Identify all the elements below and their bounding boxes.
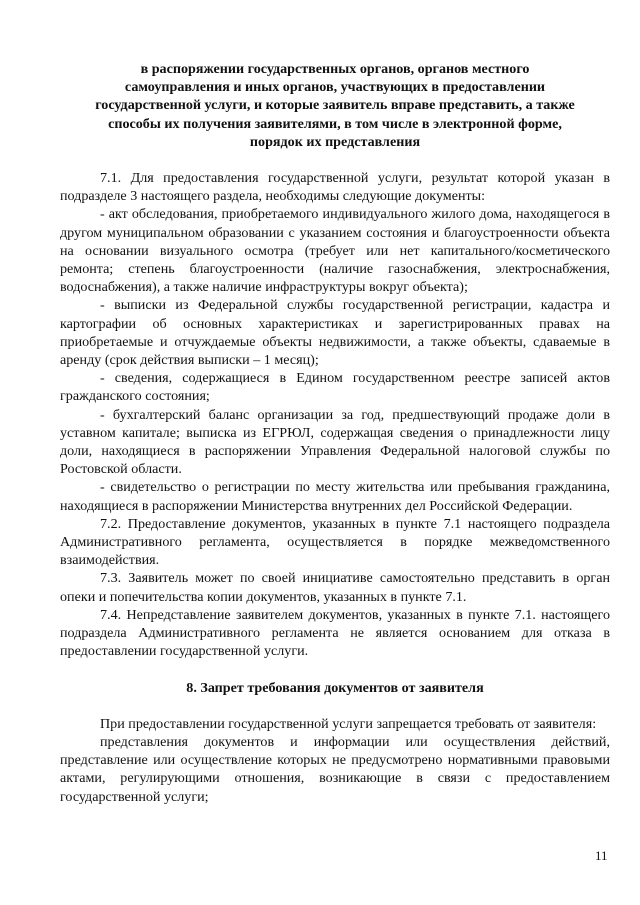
list-item-civil-status-records: - сведения, содержащиеся в Едином государственном реестре записей актов гражданского состояния; bbox=[60, 370, 610, 405]
heading-line: порядок их представления bbox=[249, 133, 421, 150]
list-item-residence-certificate: - свидетельство о регистрации по месту жительства или пребывания гражданина, находящиеся в распоряжении Министерства внутренних дел Российской Федерации. bbox=[60, 479, 610, 514]
paragraph-7-2: 7.2. Предоставление документов, указанных в пункте 7.1 настоящего подраздела Административного регламента, осуществляется в порядке межведомственного взаимодействия. bbox=[60, 515, 610, 569]
paragraph-prohibition-intro: При предоставлении государственной услуги запрещается требовать от заявителя: bbox=[100, 715, 597, 732]
heading-line: в распоряжении государственных органов, органов местного bbox=[140, 61, 530, 77]
paragraph-7-1: 7.1. Для предоставления государственной услуги, результат которой указан в подразделе 3 настоящего раздела, необходимы следующие документы: bbox=[60, 170, 610, 205]
heading-line: способы их получения заявителями, в том числе в электронной форме, bbox=[108, 115, 562, 132]
document-page bbox=[60, 60, 610, 806]
section-heading bbox=[60, 60, 610, 151]
section-title-8: 8. Запрет требования документов от заявителя bbox=[186, 679, 484, 696]
list-item-registry-extracts: - выписки из Федеральной службы государственной регистрации, кадастра и картографии об основных характеристиках и зарегистрированных правах на приобретаемые и отчуждаемые объекты недвижимости, а также объекты, сдаваемые в аренду (срок действия выписки – 1 месяц); bbox=[60, 297, 610, 369]
heading-line: государственной услуги, и которые заявитель вправе представить, а также bbox=[95, 97, 575, 114]
paragraph-7-3: 7.3. Заявитель может по своей инициативе самостоятельно представить в орган опеки и попечительства копии документов, указанных в пункте 7.1. bbox=[60, 570, 610, 605]
heading-line: самоуправления и иных органов, участвующих в предоставлении bbox=[124, 79, 546, 96]
paragraph-7-4: 7.4. Непредставление заявителем документов, указанных в пункте 7.1. настоящего подраздела Административного регламента не является основанием для отказа в предоставлении государственной услуги. bbox=[60, 606, 610, 660]
list-item-balance-sheet: - бухгалтерский баланс организации за год, предшествующий продаже доли в уставном капитале; выписка из ЕГРЮЛ, содержащая сведения о принадлежности лицу доли, находящиеся в распоряжении Управления Федеральной налоговой службы по Ростовской области. bbox=[60, 406, 610, 478]
list-item-inspection-act: - акт обследования, приобретаемого индивидуального жилого дома, находящегося в другом муниципальном образовании с указанием состояния и благоустроенности объекта на основании визуального осмотра (требует или нет капитального/косметического ремонта; степень благоустроенности (наличие газоснабжения, электроснабжения, водоснабжения), а также наличие инфраструктуры вокруг объекта); bbox=[60, 206, 610, 296]
page-number: 11 bbox=[595, 848, 608, 863]
paragraph-prohibition-item: представления документов и информации или осуществления действий, представление или осуществление которых не предусмотрено нормативными правовыми актами, регулирующими отношения, возникающие в связи с предоставлением государственной услуги; bbox=[60, 733, 610, 805]
